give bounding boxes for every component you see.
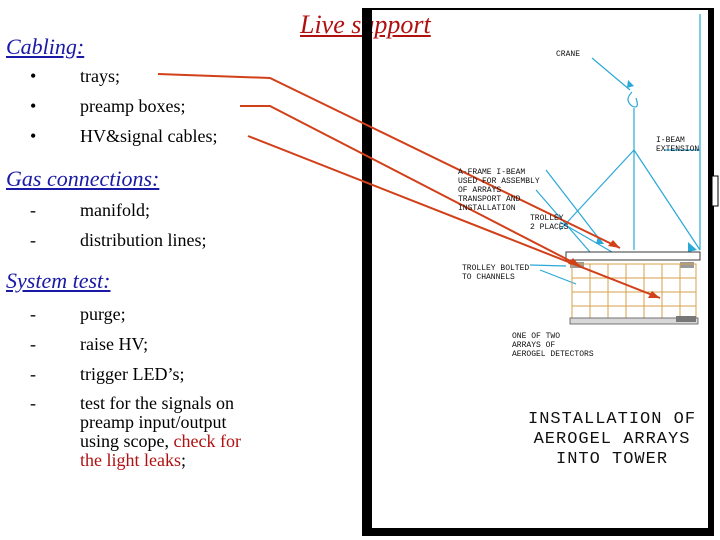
list-item-trays: • trays; [30,66,120,86]
list-item-preamp-boxes: • preamp boxes; [30,96,186,116]
installation-caption: INSTALLATION OF AEROGEL ARRAYS INTO TOWER [528,410,697,469]
i-beam [566,252,700,260]
hv-cables-arrow [248,136,660,298]
trolley-label: TROLLEY 2 PLACES [530,214,569,232]
list-item-manifold: - manifold; [30,200,150,220]
live-support-title: Live support [300,10,431,39]
dash-marker: - [30,200,36,220]
system-test-heading: System test: [6,268,111,293]
crane-leader-line [592,58,630,90]
list-item-hv-signal-cables: • HV&signal cables; [30,126,218,146]
crane-hook-icon [628,92,637,107]
bullet-marker: • [30,96,37,116]
aerogel-array [572,264,696,320]
ibeam-extension-label: I-BEAM EXTENSION [656,136,700,154]
bullet-marker: • [30,126,37,146]
trolley-right [680,262,694,268]
dash-marker: - [30,393,36,413]
aframe-label: A-FRAME I-BEAM USED FOR ASSEMBLY OF ARRAYS TRANSPORT AND INSTALLATION [458,168,540,213]
list-item-purge: - purge; [30,304,126,324]
light-leaks-highlight: check for [173,431,241,451]
bullet-marker: • [30,66,37,86]
dash-marker: - [30,304,36,324]
crane-label: CRANE [556,50,581,59]
arrays-label: ONE OF TWO ARRAYS OF AEROGEL DETECTORS [512,332,594,359]
dash-marker: - [30,334,36,354]
dash-marker: - [30,230,36,250]
list-item-raise-hv: - raise HV; [30,334,149,354]
arrowhead [608,240,620,248]
dash-marker: - [30,364,36,384]
list-item-distribution-lines: - distribution lines; [30,230,207,250]
cabling-heading: Cabling: [6,34,85,59]
list-item-test-signals: - test for the signals on preamp input/output using scope, check for the light leaks; [30,393,241,470]
list-item-trigger-leds: - trigger LED’s; [30,364,185,384]
gas-connections-heading: Gas connections: [6,166,160,191]
trolley-bolted-label: TROLLEY BOLTED TO CHANNELS [462,264,530,282]
